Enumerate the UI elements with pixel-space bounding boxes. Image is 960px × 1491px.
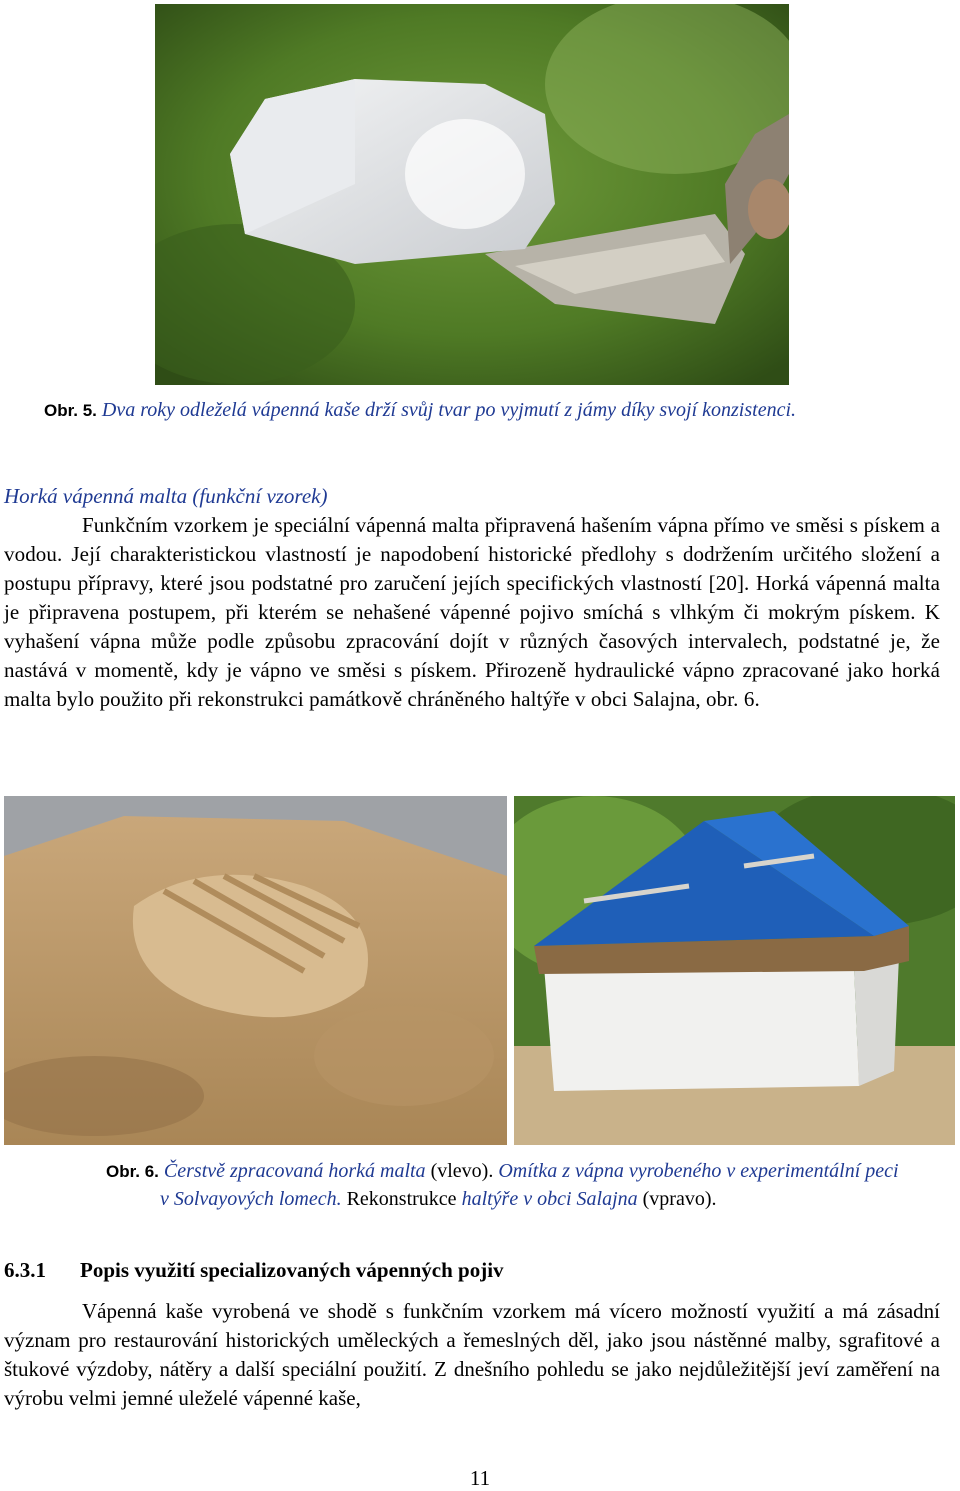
section-631-title: Popis využití specializovaných vápenných pojiv (80, 1258, 504, 1282)
section-631-number: 6.3.1 (4, 1258, 46, 1282)
section-631-text: Vápenná kaše vyrobená ve shodě s funkčním vzorkem má vícero možností využití a má zásadní význam pro restaurování historických uměleckých a řemeslných děl, jako jsou nástěnné malby, sgrafitové a štukové výzdoby, nátěry a další speciální použití. Z dnešního pohledu se jako nejdůležitější jeví zaměření na výrobu velmi jemné uleželé vápenné kaše, (4, 1299, 940, 1410)
figure6-label: Obr. 6. (106, 1162, 159, 1181)
figure6-reconstruction-suffix: (vpravo). (637, 1188, 717, 1210)
hot-mortar-text: Funkčním vzorkem je speciální vápenná malta připravená hašením vápna přímo ve směsi s pískem a vodou. Její charakteristickou vlastností je napodobení historické předlohy s dodržením určitého složení a postupu přípravy, které jsou podstatné pro zaručení jejích specifických vlastností [20]. Horká vápenná malta je připravena postupem, při kterém se nehašené vápenné pojivo smíchá s vlhkým či mokrým pískem. K vyhašení vápna může podle způsobu zpracování dojít v různých časových intervalech, podstatné je, že nastává v momentě, kdy je vápno ve směsi s pískem. Přirozeně hydraulické vápno zpracované jako horká malta bylo použito při rekonstrukci památkově chráněného haltýře v obci Salajna, obr. 6. (4, 513, 940, 711)
figure6-left-photo (4, 796, 507, 1145)
section-631-heading (4, 1258, 504, 1283)
figure6-right-caption-b: v Solvayových lomech. (160, 1188, 342, 1210)
figure6-caption-line2 (160, 1185, 717, 1213)
figure6-reconstruction-place: haltýře v obci Salajna (461, 1188, 638, 1210)
figure5-photo (155, 4, 789, 385)
figure6-caption-line1 (106, 1157, 899, 1186)
figure5-caption-text: Dva roky odleželá vápenná kaše drží svůj tvar po vyjmutí z jámy díky svojí konzistenci. (101, 399, 797, 421)
section-hot-mortar-paragraph (4, 511, 940, 714)
section-631-paragraph (4, 1297, 940, 1413)
figure5-caption (44, 396, 796, 425)
section-hot-mortar-title: Horká vápenná malta (funkční vzorek) (4, 484, 328, 508)
figure6-right-caption-a: Omítka z vápna vyrobeného v experimentální peci (498, 1160, 899, 1182)
figure6-right-photo (514, 796, 955, 1145)
figure6-left-note: (vlevo). (425, 1160, 499, 1182)
page-number: 11 (469, 1466, 491, 1490)
figure6-reconstruction-prefix: Rekonstrukce (341, 1188, 462, 1210)
figure6-left-caption: Čerstvě zpracovaná horká malta (163, 1160, 426, 1182)
figure5-label: Obr. 5. (44, 401, 97, 420)
